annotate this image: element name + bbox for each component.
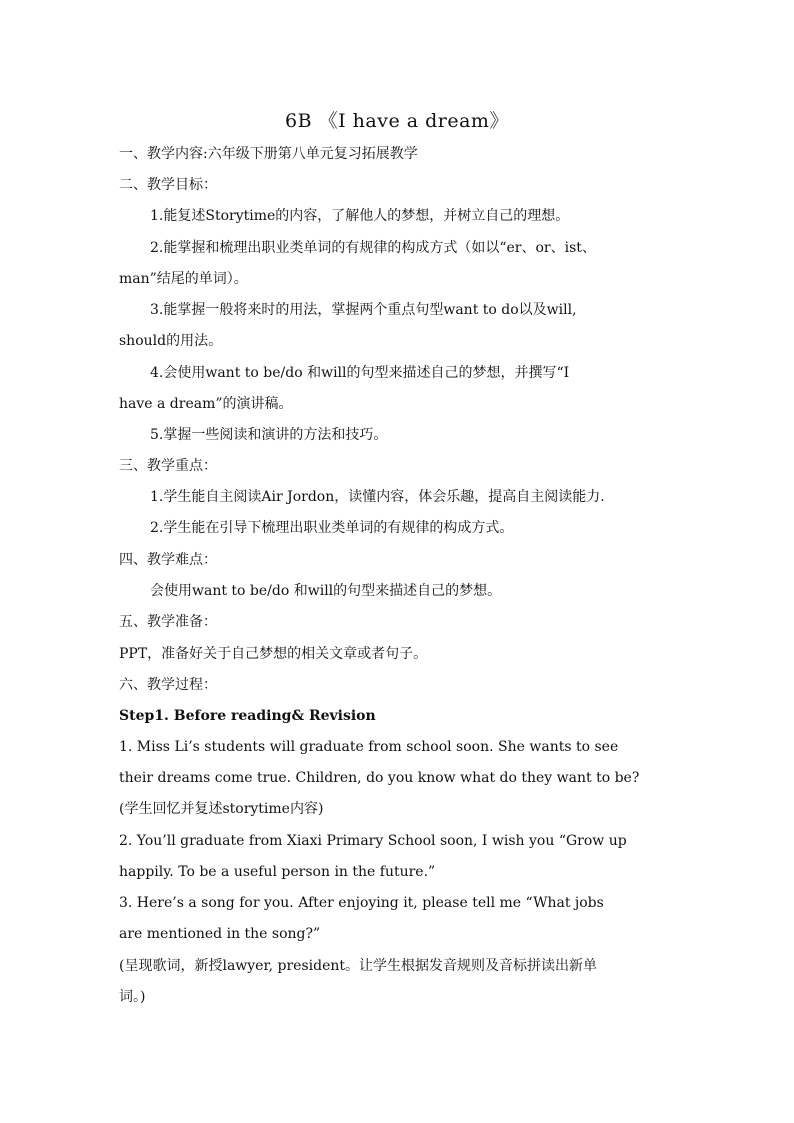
goal-5: 5.掌握一些阅读和演讲的方法和技巧。 <box>150 427 388 443</box>
revision-2-line-2: happily. To be a useful person in the future.” <box>119 864 436 880</box>
step-1-heading: Step1. Before reading& Revision <box>119 708 376 724</box>
revision-2-line-1: 2. You’ll graduate from Xiaxi Primary School soon, I wish you “Grow up <box>119 833 627 849</box>
goal-2-line-2: man”结尾的单词）。 <box>119 271 248 287</box>
goal-2-line-1: 2.能掌握和梳理出职业类单词的有规律的构成方式（如以“er、or、ist、 <box>150 240 596 256</box>
section-teaching-content: 一、教学内容:六年级下册第八单元复习拓展教学 <box>119 146 418 162</box>
revision-1-line-2: their dreams come true. Children, do you know what do they want to be? <box>119 770 640 786</box>
goal-3-line-2: should的用法。 <box>119 333 223 349</box>
section-preparation: 五、教学准备： <box>119 614 217 630</box>
goal-1: 1.能复述Storytime的内容，了解他人的梦想，并树立自己的理想。 <box>150 208 570 224</box>
revision-1-note: (学生回忆并复述storytime内容) <box>119 801 324 817</box>
goal-4-line-2: have a dream”的演讲稿。 <box>119 396 293 412</box>
section-teaching-goals: 二、教学目标： <box>119 177 217 193</box>
section-procedure: 六、教学过程： <box>119 677 217 693</box>
section-key-points: 三、教学重点： <box>119 458 217 474</box>
difficulty-1: 会使用want to be/do 和will的句型来描述自己的梦想。 <box>150 583 502 599</box>
key-point-1: 1.学生能自主阅读Air Jordon，读懂内容，体会乐趣，提高自主阅读能力. <box>150 489 605 505</box>
goal-3-line-1: 3.能掌握一般将来时的用法，掌握两个重点句型want to do以及will, <box>150 302 577 318</box>
revision-3-note-line-1: (呈现歌词，新授lawyer, president。让学生根据发音规则及音标拼读出新单 <box>119 958 598 974</box>
preparation-text: PPT，准备好关于自己梦想的相关文章或者句子。 <box>119 646 428 662</box>
goal-4-line-1: 4.会使用want to be/do 和will的句型来描述自己的梦想，并撰写“I <box>150 365 570 381</box>
section-difficulties: 四、教学难点： <box>119 552 217 568</box>
revision-3-line-2: are mentioned in the song?” <box>119 926 321 942</box>
document-title: 6B 《I have a dream》 <box>285 110 509 132</box>
revision-1-line-1: 1. Miss Li’s students will graduate from school soon. She wants to see <box>119 739 619 755</box>
revision-3-note-line-2: 词。) <box>119 989 146 1005</box>
revision-3-line-1: 3. Here’s a song for you. After enjoying it, please tell me “What jobs <box>119 895 604 911</box>
key-point-2: 2.学生能在引导下梳理出职业类单词的有规律的构成方式。 <box>150 520 514 536</box>
